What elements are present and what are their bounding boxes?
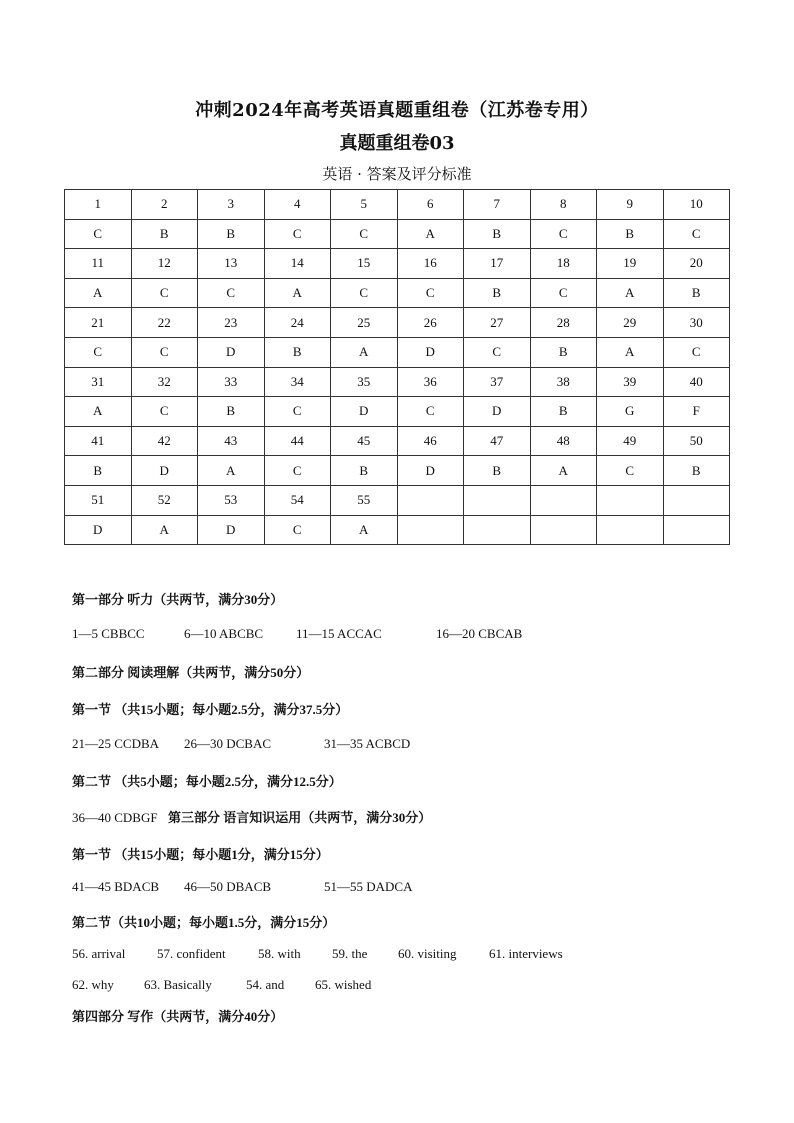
- question-number-cell: 28: [530, 308, 597, 338]
- answer-group: 41—45 BDACB: [72, 879, 160, 894]
- answer-cell: B: [264, 337, 331, 367]
- answer-item: 62. why: [72, 977, 114, 992]
- answer-cell: [530, 515, 597, 545]
- answer-group: 16—20 CBCAB: [436, 626, 523, 641]
- question-number-row: [65, 485, 730, 515]
- part2-section1-heading: 第一节 （共15小题；每小题2.5分，满分37.5分）: [72, 702, 349, 717]
- question-number-cell: 3: [198, 190, 265, 220]
- answer-group: 26—30 DCBAC: [184, 736, 272, 751]
- question-number-cell: 45: [331, 426, 398, 456]
- question-number-row: [65, 426, 730, 456]
- question-number-cell: 8: [530, 190, 597, 220]
- question-number-cell: 52: [131, 485, 198, 515]
- answer-cell: D: [198, 337, 265, 367]
- answer-cell: C: [264, 397, 331, 427]
- question-number-cell: 27: [464, 308, 531, 338]
- question-number-cell: 50: [663, 426, 730, 456]
- answer-row: [65, 397, 730, 427]
- answer-item: 60. visiting: [398, 946, 457, 961]
- answer-cell: B: [331, 456, 398, 486]
- question-number-cell: 20: [663, 249, 730, 279]
- answer-cell: A: [331, 337, 398, 367]
- question-number-cell: 19: [597, 249, 664, 279]
- question-number-cell: 54: [264, 485, 331, 515]
- question-number-cell: 46: [397, 426, 464, 456]
- answer-cell: D: [464, 397, 531, 427]
- question-number-cell: 26: [397, 308, 464, 338]
- volume-title: 真题重组卷03: [339, 133, 455, 154]
- answer-cell: C: [331, 219, 398, 249]
- question-number-cell: 55: [331, 485, 398, 515]
- answer-item: 56. arrival: [72, 946, 126, 961]
- answer-cell: C: [65, 337, 132, 367]
- question-number-cell: 6: [397, 190, 464, 220]
- part3-section1-heading: 第一节 （共15小题；每小题1分，满分15分）: [72, 847, 329, 862]
- answer-row: [65, 456, 730, 486]
- answer-item: 61. interviews: [489, 946, 563, 961]
- answer-cell: C: [131, 337, 198, 367]
- answer-group: 21—25 CCDBA: [72, 736, 160, 751]
- question-number-cell: 35: [331, 367, 398, 397]
- question-number-cell: 32: [131, 367, 198, 397]
- answer-cell: [663, 515, 730, 545]
- question-number-cell: 37: [464, 367, 531, 397]
- answer-group: 11—15 ACCAC: [296, 626, 382, 641]
- question-number-cell: 43: [198, 426, 265, 456]
- part2-heading: 第二部分 阅读理解（共两节，满分50分）: [72, 665, 310, 680]
- question-number-cell: [464, 485, 531, 515]
- part1-answers: [72, 626, 522, 642]
- answer-cell: D: [65, 515, 132, 545]
- answer-cell: D: [131, 456, 198, 486]
- question-number-cell: [663, 485, 730, 515]
- question-number-cell: 11: [65, 249, 132, 279]
- answer-cell: D: [397, 456, 464, 486]
- question-number-row: [65, 190, 730, 220]
- answer-cell: B: [131, 219, 198, 249]
- answer-row: [65, 515, 730, 545]
- question-number-cell: 39: [597, 367, 664, 397]
- answer-cell: C: [131, 278, 198, 308]
- question-number-cell: 31: [65, 367, 132, 397]
- question-number-cell: 25: [331, 308, 398, 338]
- answer-cell: C: [264, 515, 331, 545]
- part2-section2-heading: 第二节 （共5小题；每小题2.5分，满分12.5分）: [72, 774, 342, 789]
- question-number-cell: 14: [264, 249, 331, 279]
- answer-cell: B: [663, 456, 730, 486]
- answer-item: 59. the: [332, 946, 368, 961]
- answer-group: 1—5 CBBCC: [72, 626, 145, 641]
- question-number-row: [65, 308, 730, 338]
- question-number-cell: 24: [264, 308, 331, 338]
- answer-cell: C: [597, 456, 664, 486]
- answer-cell: F: [663, 397, 730, 427]
- part3-section2-answers-row1: [72, 946, 563, 962]
- question-number-cell: 17: [464, 249, 531, 279]
- answer-cell: [464, 515, 531, 545]
- answer-cell: B: [464, 219, 531, 249]
- question-number-cell: 38: [530, 367, 597, 397]
- answer-cell: C: [264, 456, 331, 486]
- part3-section2-answers-row2: [72, 977, 371, 993]
- answer-cell: B: [464, 456, 531, 486]
- question-number-cell: 51: [65, 485, 132, 515]
- question-number-cell: 29: [597, 308, 664, 338]
- question-number-cell: 33: [198, 367, 265, 397]
- question-number-cell: 21: [65, 308, 132, 338]
- question-number-cell: 22: [131, 308, 198, 338]
- answer-cell: B: [530, 397, 597, 427]
- answer-cell: C: [65, 219, 132, 249]
- answer-cell: A: [264, 278, 331, 308]
- answer-cell: A: [397, 219, 464, 249]
- answer-group: 36—40 CDBGF: [72, 810, 158, 825]
- question-number-row: [65, 249, 730, 279]
- answer-cell: C: [264, 219, 331, 249]
- question-number-cell: 7: [464, 190, 531, 220]
- answer-cell: C: [464, 337, 531, 367]
- question-number-cell: 44: [264, 426, 331, 456]
- answer-cell: A: [198, 456, 265, 486]
- answer-cell: A: [65, 397, 132, 427]
- question-number-cell: 49: [597, 426, 664, 456]
- answer-cell: C: [397, 278, 464, 308]
- answer-cell: [597, 515, 664, 545]
- question-number-cell: 16: [397, 249, 464, 279]
- question-number-cell: 53: [198, 485, 265, 515]
- answer-cell: B: [663, 278, 730, 308]
- question-number-cell: 47: [464, 426, 531, 456]
- answer-cell: A: [530, 456, 597, 486]
- answer-item: 57. confident: [157, 946, 226, 961]
- part2-section2-line: [72, 807, 431, 826]
- document-title: 冲刺2024年高考英语真题重组卷（江苏卷专用）: [195, 100, 599, 121]
- answer-cell: C: [331, 278, 398, 308]
- answer-cell: D: [198, 515, 265, 545]
- question-number-cell: 36: [397, 367, 464, 397]
- answer-cell: A: [597, 278, 664, 308]
- question-number-cell: 18: [530, 249, 597, 279]
- answer-item: 63. Basically: [144, 977, 212, 992]
- question-number-cell: 42: [131, 426, 198, 456]
- question-number-cell: 40: [663, 367, 730, 397]
- answer-cell: A: [131, 515, 198, 545]
- question-number-cell: 4: [264, 190, 331, 220]
- answer-row: [65, 219, 730, 249]
- answer-item: 65. wished: [315, 977, 372, 992]
- answer-row: [65, 278, 730, 308]
- answer-cell: C: [530, 219, 597, 249]
- answer-item: 58. with: [258, 946, 301, 961]
- answer-row: [65, 337, 730, 367]
- answer-group: 51—55 DADCA: [324, 879, 413, 894]
- answer-cell: G: [597, 397, 664, 427]
- question-number-cell: 1: [65, 190, 132, 220]
- question-number-cell: 9: [597, 190, 664, 220]
- answer-cell: C: [131, 397, 198, 427]
- question-number-cell: 34: [264, 367, 331, 397]
- part4-heading: 第四部分 写作（共两节，满分40分）: [72, 1009, 284, 1024]
- part3-heading: 第三部分 语言知识运用（共两节，满分30分）: [168, 810, 432, 825]
- question-number-row: [65, 367, 730, 397]
- answer-cell: C: [663, 219, 730, 249]
- answer-cell: A: [331, 515, 398, 545]
- answer-cell: C: [663, 337, 730, 367]
- question-number-cell: 5: [331, 190, 398, 220]
- question-number-cell: [397, 485, 464, 515]
- answer-key-subtitle: 英语 · 答案及评分标准: [322, 165, 472, 183]
- answer-cell: D: [331, 397, 398, 427]
- answer-cell: B: [198, 219, 265, 249]
- answer-cell: [397, 515, 464, 545]
- answer-cell: B: [597, 219, 664, 249]
- part3-section1-answers: [72, 879, 412, 895]
- question-number-cell: 2: [131, 190, 198, 220]
- answer-cell: A: [65, 278, 132, 308]
- question-number-cell: 12: [131, 249, 198, 279]
- answer-group: 31—35 ACBCD: [324, 736, 411, 751]
- answer-cell: B: [198, 397, 265, 427]
- question-number-cell: 23: [198, 308, 265, 338]
- answer-cell: C: [530, 278, 597, 308]
- answer-group: 6—10 ABCBC: [184, 626, 264, 641]
- question-number-cell: 13: [198, 249, 265, 279]
- part2-section1-answers: [72, 736, 410, 752]
- answer-cell: B: [464, 278, 531, 308]
- part3-section2-heading: 第二节（共10小题；每小题1.5分，满分15分）: [72, 915, 336, 930]
- question-number-cell: 10: [663, 190, 730, 220]
- question-number-cell: 30: [663, 308, 730, 338]
- answer-cell: C: [397, 397, 464, 427]
- question-number-cell: [530, 485, 597, 515]
- answer-table: [64, 189, 730, 545]
- question-number-cell: 48: [530, 426, 597, 456]
- question-number-cell: 15: [331, 249, 398, 279]
- answer-cell: A: [597, 337, 664, 367]
- answer-cell: D: [397, 337, 464, 367]
- question-number-cell: [597, 485, 664, 515]
- answer-item: 54. and: [246, 977, 285, 992]
- question-number-cell: 41: [65, 426, 132, 456]
- answer-cell: B: [530, 337, 597, 367]
- answer-cell: C: [198, 278, 265, 308]
- answer-group: 46—50 DBACB: [184, 879, 272, 894]
- answer-cell: B: [65, 456, 132, 486]
- part1-heading: 第一部分 听力（共两节，满分30分）: [72, 592, 284, 607]
